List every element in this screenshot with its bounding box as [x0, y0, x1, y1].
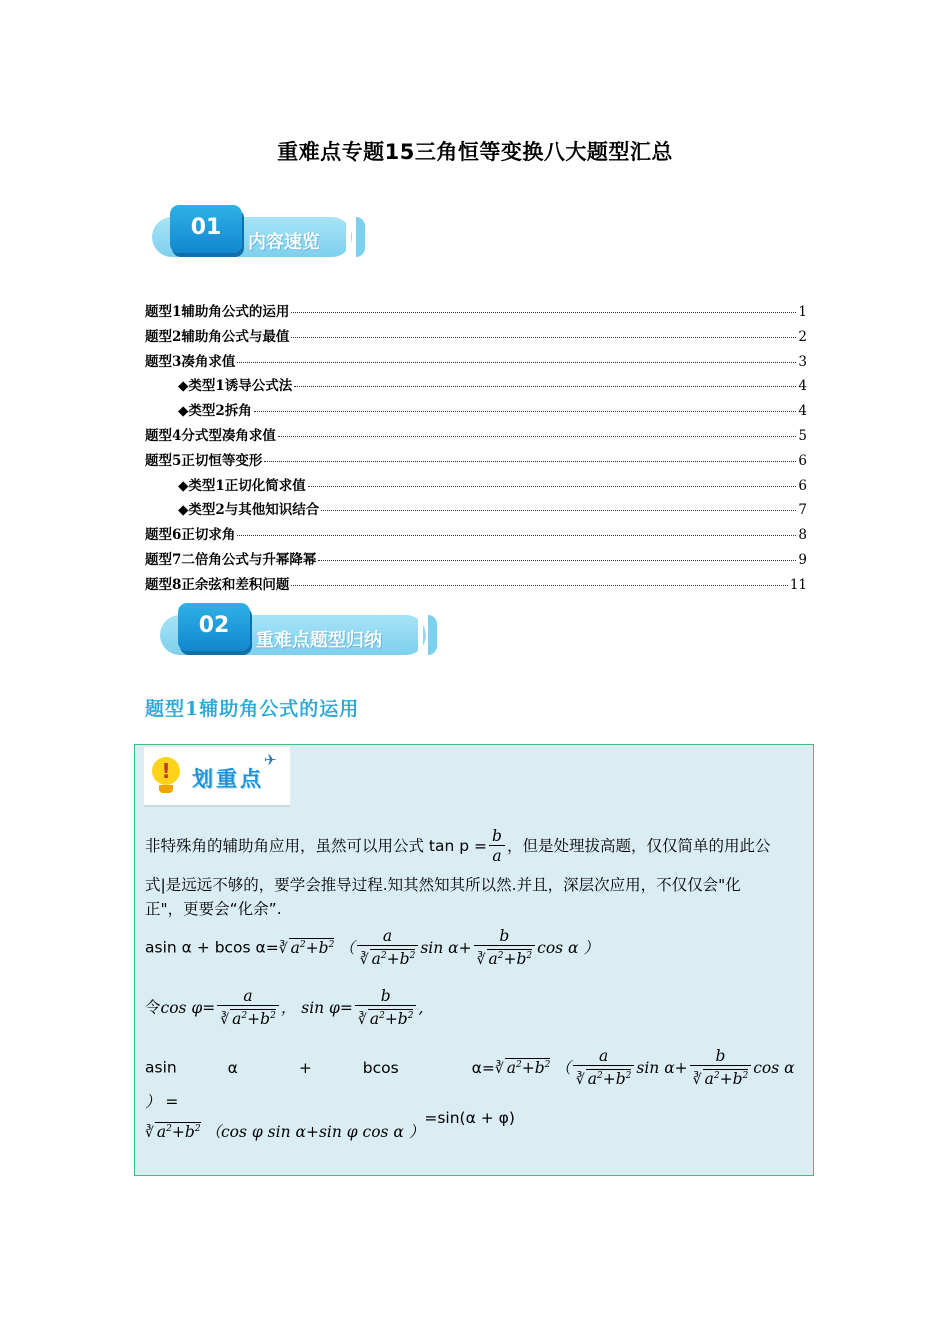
toc-entry[interactable]: 题型7二倍角公式与升幂降幂 9 [145, 551, 807, 568]
formula-auxiliary-angle: asin α + bcos α=∛ $a^2+b^2$ （ $\frac{a}{∛ a^2+b^2}$ sin α+ $\frac{b}{∛ a^2+b^2}$ cos α ） [145, 927, 599, 969]
paper-plane-icon: ✈ [264, 751, 277, 769]
toc-entry[interactable]: 题型6正切求角 8 [145, 527, 807, 544]
section-number: 01 [170, 205, 242, 253]
toc-subentry[interactable]: ◆类型2拆角 4 [178, 403, 807, 420]
note-paragraph: 非特殊角的辅助角应用，虽然可以用公式 tan p = $\frac{b}{a}$ ，但是处理拔高题，仅仅简单的用此公 [145, 827, 771, 865]
toc-entry[interactable]: 题型4分式型凑角求值 5 [145, 427, 807, 444]
section-banner-contents [152, 205, 372, 263]
note-paragraph-line2: 式|是远远不够的，要学会推导过程.知其然知其所以然.并且，深层次应用，不仅仅会"化 [145, 876, 741, 894]
note-paragraph-line3: 正"，更要会“化余”. [145, 900, 282, 918]
toc-entry[interactable]: 题型1辅助角公式的运用 1 [145, 304, 807, 320]
lightbulb-icon: ! [152, 757, 180, 785]
topic-heading: 题型1辅助角公式的运用 [145, 698, 360, 720]
toc-entry[interactable]: 题型3凑角求值 3 [145, 353, 807, 370]
section-banner-summary [160, 603, 445, 661]
toc-subentry[interactable]: ◆类型1诱导公式法 4 [178, 378, 807, 395]
toc-entry[interactable]: 题型5正切恒等变形 6 [145, 452, 807, 469]
toc-subentry[interactable]: ◆类型2与其他知识结合 7 [178, 502, 807, 519]
section-label: 内容速览 [248, 232, 320, 253]
formula-result: ∛ $a^2+b^2$ （cos φ sin α+sin φ cos α ）=sin(α + φ) [145, 1109, 515, 1142]
formula-expansion: asin α + bcos α=∛ $a^2+b^2$ （ $\frac{a}{∛ a^2+b^2}$ sin α+ $\frac{b}{∛ a^2+b^2}$ cos α ） = [145, 1047, 795, 1112]
toc-entry[interactable]: 题型2辅助角公式与最值 2 [145, 328, 807, 345]
toc-entry[interactable]: 题型8正余弦和差积问题 11 [145, 576, 807, 593]
section-number: 02 [178, 603, 250, 651]
key-points-badge [144, 747, 290, 807]
formula-phi-definition: 令cos φ= $\frac{a}{∛ a^2+b^2}$ ， sin φ= $\frac{b}{∛ a^2+b^2}$ , [145, 987, 424, 1029]
badge-label: 划重点 [192, 767, 264, 791]
page-title: 重难点专题15三角恒等变换八大题型汇总 [277, 140, 673, 164]
section-label: 重难点题型归纳 [256, 630, 382, 651]
toc-subentry[interactable]: ◆类型1正切化简求值 6 [178, 477, 807, 494]
key-points-box [134, 744, 814, 1176]
table-of-contents [145, 300, 807, 598]
